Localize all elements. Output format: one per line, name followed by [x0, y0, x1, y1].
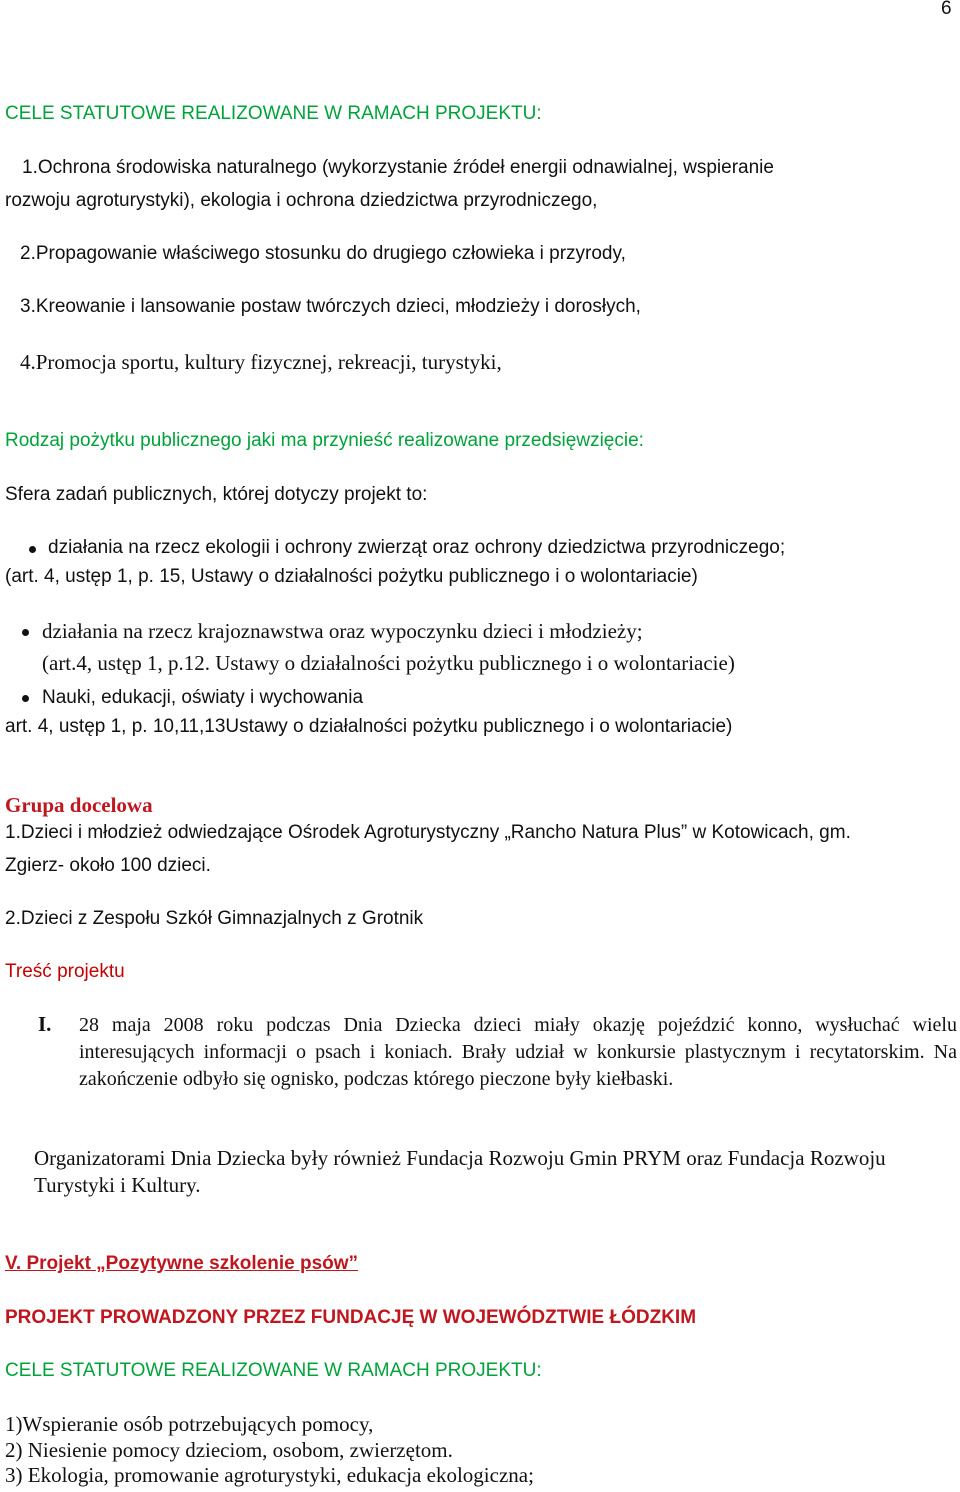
project-v-goal-3: 3) Ekologia, promowanie agroturystyki, edukacja ekologiczna;: [5, 1463, 534, 1487]
project-v-goal-2: 2) Niesienie pomocy dzieciom, osobom, zwierzętom.: [5, 1438, 453, 1462]
bullet-2-line-2: (art.4, ustęp 1, p.12. Ustawy o działalności pożytku publicznego i o wolontariacie): [42, 651, 735, 675]
goal-item-4: 4.Promocja sportu, kultury fizycznej, rekreacji, turystyki,: [20, 350, 502, 374]
bullet-2-line-1: działania na rzecz krajoznawstwa oraz wypoczynku dzieci i młodzieży;: [42, 619, 643, 643]
bullet-3-line-2: art. 4, ustęp 1, p. 10,11,13Ustawy o działalności pożytku publicznego i o wolontariacie): [5, 716, 733, 737]
content-marker: I.: [38, 1012, 52, 1036]
page-number: 6: [941, 0, 952, 19]
goal-item-3: 3.Kreowanie i lansowanie postaw twórczych dzieci, młodzieży i dorosłych,: [20, 296, 641, 317]
project-v-title: V. Projekt „Pozytywne szkolenie psów”: [5, 1253, 359, 1274]
target-item-1-line-2: Zgierz- około 100 dzieci.: [5, 855, 211, 876]
bullet-dot: [22, 695, 29, 702]
section-heading-statutory-goals: CELE STATUTOWE REALIZOWANE W RAMACH PROJEKTU:: [5, 103, 542, 124]
content-heading: Treść projektu: [5, 961, 125, 982]
bullet-dot: [22, 629, 29, 636]
sphere-label: Sfera zadań publicznych, której dotyczy projekt to:: [5, 484, 428, 505]
project-v-subtitle: PROJEKT PROWADZONY PRZEZ FUNDACJĘ W WOJEWÓDZTWIE ŁÓDZKIM: [5, 1307, 697, 1328]
target-item-2: 2.Dzieci z Zespołu Szkół Gimnazjalnych z Grotnik: [5, 908, 424, 929]
target-item-1-line-1: 1.Dzieci i młodzież odwiedzające Ośrodek Agroturystyczny „Rancho Natura Plus” w Kotowicach, gm.: [5, 822, 851, 843]
organizers-paragraph: Organizatorami Dnia Dziecka były również Fundacja Rozwoju Gmin PRYM oraz Fundacja Rozwoju Turystyki i Kultury.: [34, 1146, 886, 1197]
bullet-3-line-1: Nauki, edukacji, oświaty i wychowania: [42, 687, 364, 708]
target-group-heading: Grupa docelowa: [5, 793, 153, 817]
benefit-heading: Rodzaj pożytku publicznego jaki ma przynieść realizowane przedsięwzięcie:: [5, 430, 644, 451]
goal-item-2: 2.Propagowanie właściwego stosunku do drugiego człowieka i przyrody,: [20, 243, 626, 264]
goal-item-1-line-1: 1.Ochrona środowiska naturalnego (wykorzystanie źródeł energii odnawialnej, wspieranie: [22, 157, 774, 178]
project-v-goals-heading: CELE STATUTOWE REALIZOWANE W RAMACH PROJEKTU:: [5, 1360, 542, 1381]
bullet-1-line-2: (art. 4, ustęp 1, p. 15, Ustawy o działalności pożytku publicznego i o wolontariacie): [5, 566, 698, 587]
bullet-dot: [29, 546, 36, 553]
content-paragraph: 28 maja 2008 roku podczas Dnia Dziecka dzieci miały okazję pojeździć konno, wysłuchać wielu interesujących informacji o psach i koniach. Brały udział w konkursie plastycznym i recytatorskim. Na zakończenie odbyło się ognisko, podczas którego pieczone były kiełbaski.: [79, 1014, 957, 1090]
goal-item-1-line-2: rozwoju agroturystyki), ekologia i ochrona dziedzictwa przyrodniczego,: [5, 190, 598, 211]
project-v-goal-1: 1)Wspieranie osób potrzebujących pomocy,: [5, 1412, 374, 1436]
bullet-1-line-1: działania na rzecz ekologii i ochrony zwierząt oraz ochrony dziedzictwa przyrodniczego;: [48, 537, 786, 558]
